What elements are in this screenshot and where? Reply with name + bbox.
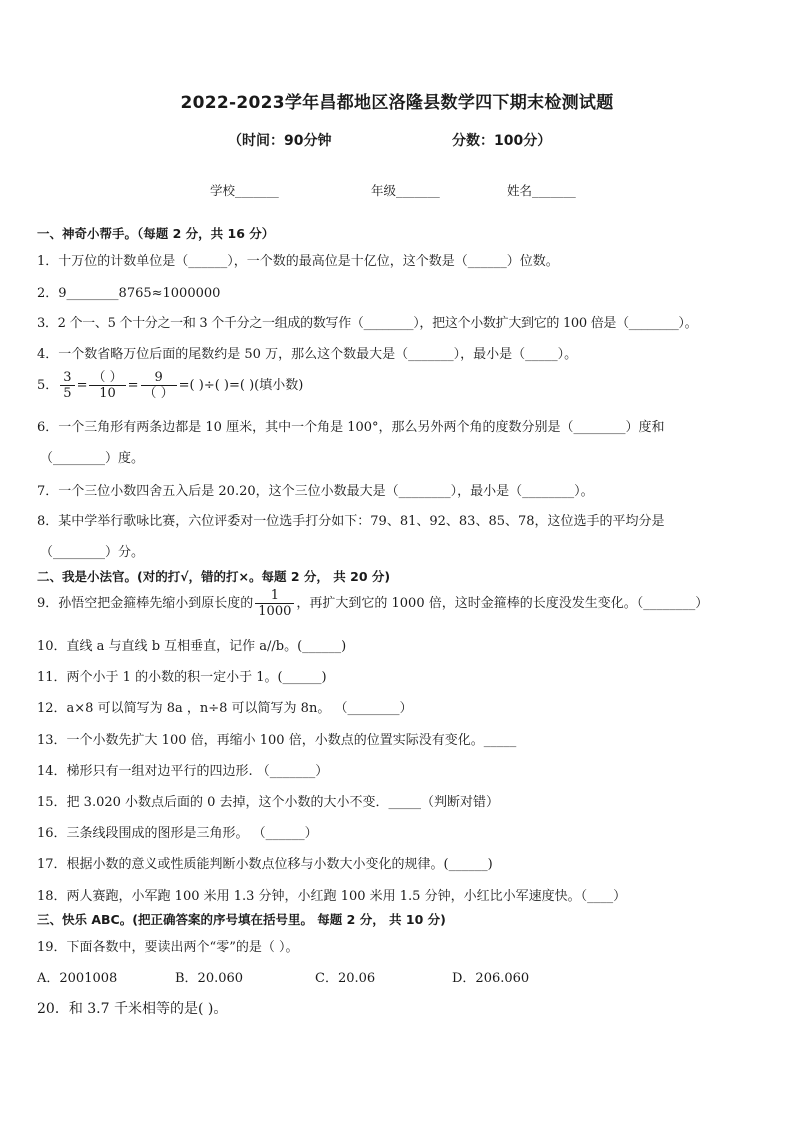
- question-3: 3．2 个一、5 个十分之一和 3 个千分之一组成的数写作（________），把这个小数扩大到它的 100 倍是（________）。: [37, 316, 698, 331]
- question-14: 14．梯形只有一组对边平行的四边形. （_______）: [37, 764, 329, 779]
- question-2: 2．9________8765≈1000000: [37, 286, 221, 301]
- q5-fraction-3-numerator: 9: [141, 370, 177, 386]
- section-3-heading: 三、快乐 ABC。(把正确答案的序号填在括号里。 每题 2 分， 共 10 分): [37, 912, 446, 927]
- exam-time: （时间：90分钟: [228, 133, 332, 149]
- question-7: 7．一个三位小数四舍五入后是 20.20，这个三位小数最大是（________），最小是（________）。: [37, 484, 594, 499]
- grade-field[interactable]: 年级_______: [371, 183, 440, 198]
- section-2-heading: 二、我是小法官。(对的打√，错的打×。每题 2 分， 共 20 分): [37, 569, 391, 584]
- q5-suffix: =( )÷( )=( )(填小数): [178, 378, 304, 393]
- q5-fraction-1-denominator: 5: [63, 386, 72, 401]
- q5-fraction-2: [89, 370, 125, 401]
- q9-fraction: [255, 588, 294, 619]
- q5-equals-1: =: [76, 378, 88, 393]
- question-9: [37, 588, 708, 619]
- question-8-line-2: （________）分。: [40, 545, 145, 560]
- question-17: 17．根据小数的意义或性质能判断小数点位移与小数大小变化的规律。(______): [37, 857, 493, 872]
- question-8-line-1: 8．某中学举行歌咏比赛，六位评委对一位选手打分如下：79、81、92、83、85、78，这位选手的平均分是: [37, 514, 665, 529]
- q5-fraction-1: [60, 370, 74, 401]
- option-d[interactable]: D．206.060: [452, 971, 530, 986]
- q5-prefix: 5．: [37, 378, 59, 393]
- question-6-line-2: （________）度。: [40, 451, 145, 466]
- q9-fraction-numerator: 1: [255, 588, 294, 604]
- name-field[interactable]: 姓名_______: [507, 183, 576, 198]
- question-12: 12．a×8 可以简写为 8a ，n÷8 可以简写为 8n。 （________）: [37, 701, 413, 716]
- q9-fraction-denominator: 1000: [258, 604, 292, 619]
- exam-score: 分数：100分）: [452, 133, 552, 149]
- question-6-line-1: 6．一个三角形有两条边都是 10 厘米，其中一个角是 100°，那么另外两个角的度数分别是（________）度和: [37, 420, 665, 435]
- question-5: [37, 370, 303, 401]
- option-c[interactable]: C．20.06: [315, 971, 376, 986]
- question-1: 1．十万位的计数单位是（______），一个数的最高位是十亿位，这个数是（______）位数。: [37, 254, 559, 269]
- q5-fraction-3: [141, 370, 177, 401]
- question-15: 15．把 3.020 小数点后面的 0 去掉，这个小数的大小不变．_____（判断对错）: [37, 795, 500, 810]
- question-10: 10．直线 a 与直线 b 互相垂直，记作 a//b。(______): [37, 639, 347, 654]
- page-title: 2022-2023学年昌都地区洛隆县数学四下期末检测试题: [180, 93, 614, 113]
- school-field[interactable]: 学校_______: [210, 183, 279, 198]
- q5-fraction-2-denominator: 10: [99, 386, 116, 401]
- q9-prefix: 9．孙悟空把金箍棒先缩小到原长度的: [37, 596, 254, 611]
- q5-equals-2: =: [127, 378, 139, 393]
- section-1-heading: 一、神奇小帮手。（每题 2 分，共 16 分）: [37, 226, 275, 241]
- question-18: 18．两人赛跑，小军跑 100 米用 1.3 分钟，小红跑 100 米用 1.5 分钟，小红比小军速度快。（____）: [37, 889, 627, 904]
- question-20: 20．和 3.7 千米相等的是( )。: [37, 1001, 228, 1017]
- q5-fraction-3-denominator: （ ）: [143, 386, 174, 401]
- q5-fraction-1-numerator: 3: [60, 370, 74, 386]
- question-11: 11．两个小于 1 的小数的积一定小于 1。(______): [37, 670, 327, 685]
- option-a[interactable]: A．2001008: [37, 971, 118, 986]
- q9-suffix: ，再扩大到它的 1000 倍，这时金箍棒的长度没发生变化。（________）: [296, 596, 709, 611]
- question-19: 19．下面各数中，要读出两个“零”的是（ ）。: [37, 940, 299, 955]
- question-13: 13．一个小数先扩大 100 倍，再缩小 100 倍，小数点的位置实际没有变化。_____: [37, 733, 517, 748]
- option-b[interactable]: B．20.060: [175, 971, 244, 986]
- question-4: 4．一个数省略万位后面的尾数约是 50 万，那么这个数最大是（_______），最小是（_____）。: [37, 347, 578, 362]
- q5-fraction-2-numerator: （ ）: [89, 370, 125, 386]
- question-16: 16．三条线段围成的图形是三角形。 （______）: [37, 826, 318, 841]
